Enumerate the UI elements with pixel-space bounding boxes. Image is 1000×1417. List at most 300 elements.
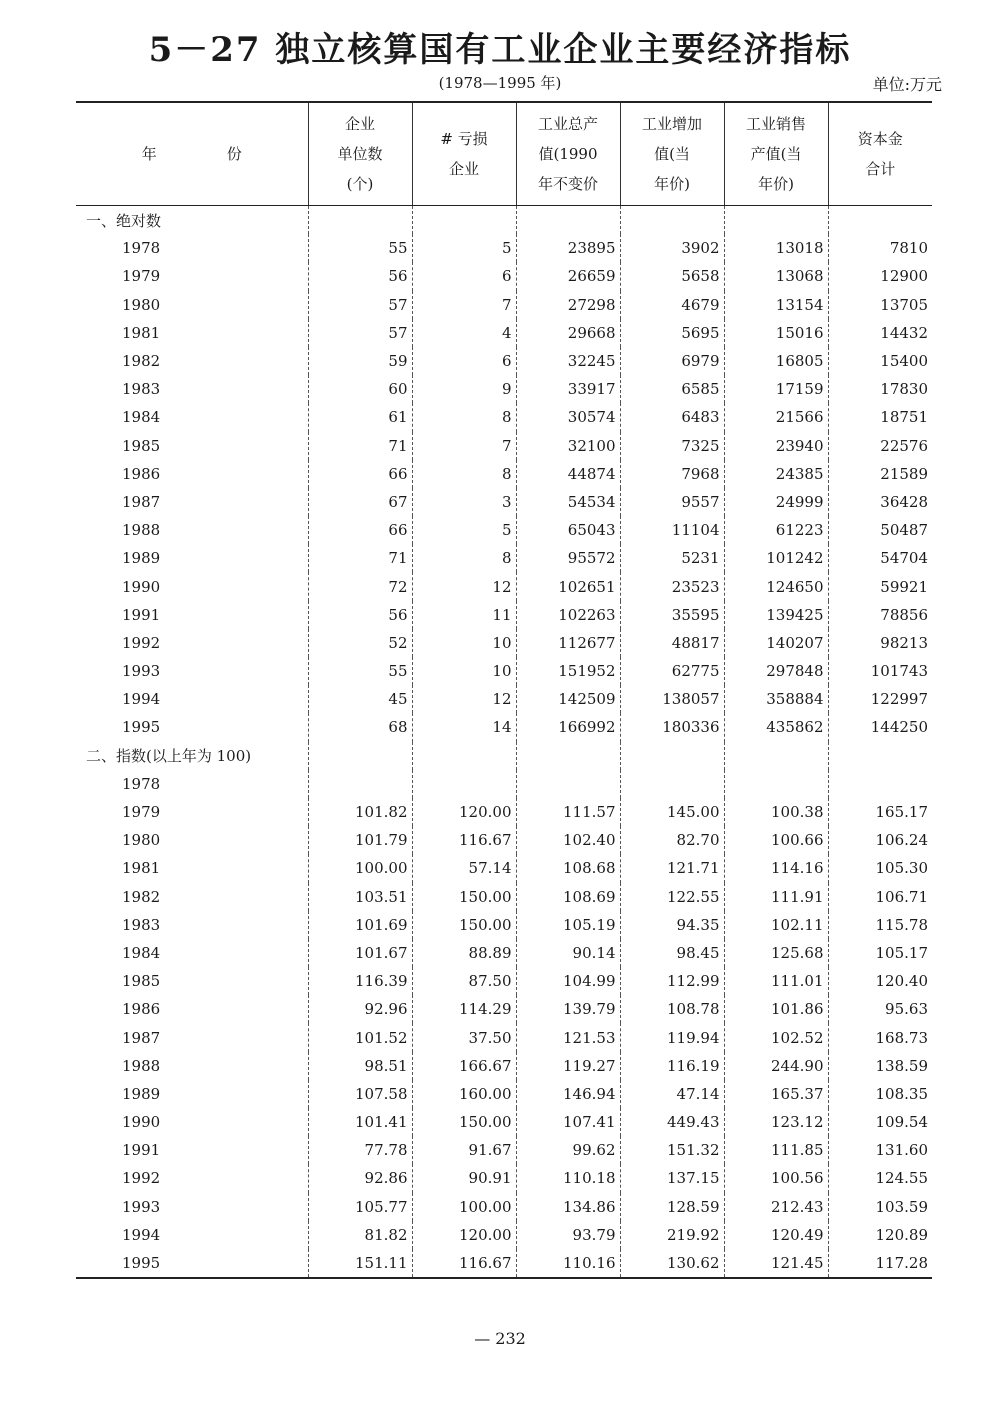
- empty-cell: [412, 742, 516, 770]
- value-cell: 8: [412, 460, 516, 488]
- year-cell: 1987: [122, 1028, 161, 1047]
- year-range-subtitle: (1978—1995 年): [438, 74, 562, 92]
- section-heading: 一、绝对数: [86, 211, 162, 230]
- table-row: [76, 629, 932, 657]
- year-cell: 1993: [122, 1197, 161, 1216]
- value-cell: 101.52: [308, 1023, 412, 1051]
- value-cell: 6585: [620, 375, 724, 403]
- empty-cell: [620, 206, 724, 235]
- year-cell: 1989: [122, 549, 161, 568]
- value-cell: 111.85: [724, 1136, 828, 1164]
- value-cell: 150.00: [412, 883, 516, 911]
- value-cell: 10: [412, 629, 516, 657]
- table-row: [76, 685, 932, 713]
- value-cell: 90.91: [412, 1164, 516, 1192]
- value-cell: 130.62: [620, 1249, 724, 1278]
- empty-cell: [308, 742, 412, 770]
- value-cell: 116.67: [412, 1249, 516, 1278]
- value-cell: 107.41: [516, 1108, 620, 1136]
- table-row: [76, 770, 932, 798]
- value-cell: 9: [412, 375, 516, 403]
- year-cell: 1993: [122, 662, 161, 681]
- value-cell: 22576: [828, 432, 932, 460]
- value-cell: 12: [412, 685, 516, 713]
- header-sales-value: 工业销售 产值(当 年价): [724, 102, 828, 206]
- table-row: [76, 911, 932, 939]
- year-cell: 1979: [122, 803, 161, 822]
- value-cell: 91.67: [412, 1136, 516, 1164]
- value-cell: 101.79: [308, 826, 412, 854]
- value-cell: 116.67: [412, 826, 516, 854]
- value-cell: 17159: [724, 375, 828, 403]
- year-cell: 1989: [122, 1084, 161, 1103]
- value-cell: 150.00: [412, 911, 516, 939]
- section-heading-row: [76, 742, 932, 770]
- empty-cell: [828, 742, 932, 770]
- value-cell: 71: [308, 544, 412, 572]
- value-cell: 50487: [828, 516, 932, 544]
- table-row: [76, 1249, 932, 1278]
- table-row: [76, 1136, 932, 1164]
- value-cell: 146.94: [516, 1080, 620, 1108]
- value-cell: 3902: [620, 234, 724, 262]
- value-cell: 6483: [620, 403, 724, 431]
- value-cell: 57: [308, 291, 412, 319]
- empty-cell: [516, 742, 620, 770]
- year-cell: 1978: [122, 239, 161, 258]
- year-cell: 1995: [76, 1249, 308, 1278]
- value-cell: 144250: [828, 713, 932, 741]
- year-cell: 1986: [122, 464, 161, 483]
- value-cell: 13705: [828, 291, 932, 319]
- header-year: 年 份: [76, 102, 308, 206]
- value-cell: 12900: [828, 262, 932, 290]
- value-cell: 24999: [724, 488, 828, 516]
- value-cell: 95.63: [828, 995, 932, 1023]
- value-cell: 101.41: [308, 1108, 412, 1136]
- value-cell: 24385: [724, 460, 828, 488]
- value-cell: 11: [412, 601, 516, 629]
- value-cell: 100.38: [724, 798, 828, 826]
- value-cell: 120.00: [412, 798, 516, 826]
- value-cell: 114.29: [412, 995, 516, 1023]
- year-cell: 1990: [122, 1113, 161, 1132]
- value-cell: 137.15: [620, 1164, 724, 1192]
- year-cell: 1983: [122, 915, 161, 934]
- value-cell: 65043: [516, 516, 620, 544]
- year-cell: 1988: [122, 1056, 161, 1075]
- value-cell: 59: [308, 347, 412, 375]
- value-cell: 138.59: [828, 1052, 932, 1080]
- year-cell: 1985: [122, 972, 161, 991]
- value-cell: 7325: [620, 432, 724, 460]
- value-cell: 88.89: [412, 939, 516, 967]
- value-cell: 102.52: [724, 1023, 828, 1051]
- value-cell: 33917: [516, 375, 620, 403]
- table-row: [76, 488, 932, 516]
- value-cell: 100.00: [308, 854, 412, 882]
- empty-cell: [724, 742, 828, 770]
- value-cell: 120.89: [828, 1221, 932, 1249]
- value-cell: 101.82: [308, 798, 412, 826]
- value-cell: 102.11: [724, 911, 828, 939]
- table-row: [76, 798, 932, 826]
- value-cell: 100.66: [724, 826, 828, 854]
- table-row: [76, 601, 932, 629]
- year-cell: 1980: [122, 831, 161, 850]
- value-cell: 23940: [724, 432, 828, 460]
- table-row: [76, 939, 932, 967]
- section-heading-row: [76, 206, 932, 235]
- value-cell: 116.19: [620, 1052, 724, 1080]
- value-cell: 106.24: [828, 826, 932, 854]
- value-cell: 92.96: [308, 995, 412, 1023]
- value-cell: 105.17: [828, 939, 932, 967]
- value-cell: 13018: [724, 234, 828, 262]
- table-row: [76, 375, 932, 403]
- value-cell: 121.53: [516, 1023, 620, 1051]
- table-row: [76, 1023, 932, 1051]
- year-cell: 1991: [122, 1141, 161, 1160]
- table-row: [76, 403, 932, 431]
- value-cell: 23895: [516, 234, 620, 262]
- value-cell: 78856: [828, 601, 932, 629]
- empty-cell: [724, 206, 828, 235]
- year-cell: 1986: [122, 1000, 161, 1019]
- value-cell: 13154: [724, 291, 828, 319]
- value-cell: 104.99: [516, 967, 620, 995]
- value-cell: 122.55: [620, 883, 724, 911]
- value-cell: 18751: [828, 403, 932, 431]
- year-cell: 1982: [122, 352, 161, 371]
- table-header-row: [76, 102, 932, 206]
- value-cell: 101.67: [308, 939, 412, 967]
- value-cell: 29668: [516, 319, 620, 347]
- value-cell: 151.11: [308, 1249, 412, 1278]
- value-cell: 57: [308, 319, 412, 347]
- value-cell: 114.16: [724, 854, 828, 882]
- value-cell: 109.54: [828, 1108, 932, 1136]
- section-heading: 二、指数(以上年为 100): [86, 747, 252, 766]
- year-cell: 1979: [122, 267, 161, 286]
- value-cell: 44874: [516, 460, 620, 488]
- value-cell: 10: [412, 657, 516, 685]
- value-cell: 168.73: [828, 1023, 932, 1051]
- value-cell: 12: [412, 572, 516, 600]
- value-cell: 112.99: [620, 967, 724, 995]
- value-cell: 54534: [516, 488, 620, 516]
- table-row: [76, 432, 932, 460]
- value-cell: 77.78: [308, 1136, 412, 1164]
- empty-cell: [412, 206, 516, 235]
- value-cell: 30574: [516, 403, 620, 431]
- value-cell: 61223: [724, 516, 828, 544]
- value-cell: 102651: [516, 572, 620, 600]
- value-cell: 103.59: [828, 1193, 932, 1221]
- value-cell: 15400: [828, 347, 932, 375]
- value-cell: 449.43: [620, 1108, 724, 1136]
- year-cell: 1981: [122, 323, 161, 342]
- year-cell: 1981: [122, 859, 161, 878]
- table-row: [76, 1164, 932, 1192]
- value-cell: 120.00: [412, 1221, 516, 1249]
- year-cell: 1994: [122, 1225, 161, 1244]
- value-cell: 72: [308, 572, 412, 600]
- value-cell: 180336: [620, 713, 724, 741]
- value-cell: 7: [412, 432, 516, 460]
- value-cell: [516, 770, 620, 798]
- value-cell: 5: [412, 234, 516, 262]
- value-cell: 124.55: [828, 1164, 932, 1192]
- year-cell: 1985: [122, 436, 161, 455]
- value-cell: 98.45: [620, 939, 724, 967]
- value-cell: 122997: [828, 685, 932, 713]
- value-cell: 90.14: [516, 939, 620, 967]
- value-cell: 124650: [724, 572, 828, 600]
- value-cell: 101743: [828, 657, 932, 685]
- value-cell: 8: [412, 544, 516, 572]
- table-row: [76, 234, 932, 262]
- value-cell: 112677: [516, 629, 620, 657]
- value-cell: 15016: [724, 319, 828, 347]
- year-cell: 1988: [122, 521, 161, 540]
- year-cell: 1982: [122, 887, 161, 906]
- value-cell: 94.35: [620, 911, 724, 939]
- value-cell: 37.50: [412, 1023, 516, 1051]
- value-cell: 16805: [724, 347, 828, 375]
- value-cell: 101.69: [308, 911, 412, 939]
- value-cell: 3: [412, 488, 516, 516]
- value-cell: 54704: [828, 544, 932, 572]
- value-cell: 98.51: [308, 1052, 412, 1080]
- value-cell: 435862: [724, 713, 828, 741]
- value-cell: 52: [308, 629, 412, 657]
- year-cell: 1990: [122, 577, 161, 596]
- header-loss-enterprises: # 亏损 企业: [412, 102, 516, 206]
- value-cell: 5231: [620, 544, 724, 572]
- header-capital-total: 资本金 合计: [828, 102, 932, 206]
- value-cell: 4: [412, 319, 516, 347]
- value-cell: 165.17: [828, 798, 932, 826]
- value-cell: 7: [412, 291, 516, 319]
- value-cell: 57.14: [412, 854, 516, 882]
- table-row: [76, 967, 932, 995]
- value-cell: 62775: [620, 657, 724, 685]
- value-cell: 93.79: [516, 1221, 620, 1249]
- value-cell: 165.37: [724, 1080, 828, 1108]
- value-cell: 138057: [620, 685, 724, 713]
- table-row: [76, 1052, 932, 1080]
- value-cell: 32100: [516, 432, 620, 460]
- value-cell: 117.28: [828, 1249, 932, 1278]
- value-cell: 110.18: [516, 1164, 620, 1192]
- value-cell: 108.68: [516, 854, 620, 882]
- value-cell: 111.57: [516, 798, 620, 826]
- value-cell: 5: [412, 516, 516, 544]
- value-cell: 7968: [620, 460, 724, 488]
- value-cell: 87.50: [412, 967, 516, 995]
- value-cell: 120.49: [724, 1221, 828, 1249]
- header-gross-output: 工业总产 值(1990 年不变价: [516, 102, 620, 206]
- value-cell: 166.67: [412, 1052, 516, 1080]
- value-cell: 5658: [620, 262, 724, 290]
- empty-cell: [308, 206, 412, 235]
- value-cell: 134.86: [516, 1193, 620, 1221]
- year-cell: 1978: [122, 774, 161, 793]
- value-cell: 128.59: [620, 1193, 724, 1221]
- table-row: [76, 572, 932, 600]
- value-cell: 17830: [828, 375, 932, 403]
- table-row: [76, 657, 932, 685]
- value-cell: 48817: [620, 629, 724, 657]
- value-cell: 105.19: [516, 911, 620, 939]
- value-cell: 60: [308, 375, 412, 403]
- value-cell: 102.40: [516, 826, 620, 854]
- value-cell: 121.71: [620, 854, 724, 882]
- empty-cell: [828, 206, 932, 235]
- header-enterprise-units: 企业 单位数 (个): [308, 102, 412, 206]
- year-cell: 1980: [122, 295, 161, 314]
- value-cell: 219.92: [620, 1221, 724, 1249]
- statistics-table: [76, 101, 932, 1279]
- value-cell: 142509: [516, 685, 620, 713]
- value-cell: 8: [412, 403, 516, 431]
- value-cell: 103.51: [308, 883, 412, 911]
- table-row: [76, 516, 932, 544]
- year-cell: 1992: [122, 633, 161, 652]
- value-cell: 56: [308, 262, 412, 290]
- empty-cell: [620, 742, 724, 770]
- value-cell: 98213: [828, 629, 932, 657]
- value-cell: 71: [308, 432, 412, 460]
- page-number: — 232: [474, 1329, 526, 1348]
- value-cell: 150.00: [412, 1108, 516, 1136]
- value-cell: 244.90: [724, 1052, 828, 1080]
- value-cell: 131.60: [828, 1136, 932, 1164]
- value-cell: 102263: [516, 601, 620, 629]
- value-cell: 14432: [828, 319, 932, 347]
- value-cell: 121.45: [724, 1249, 828, 1278]
- table-row: [76, 544, 932, 572]
- table-row: [76, 319, 932, 347]
- table-row: [76, 1193, 932, 1221]
- value-cell: 166992: [516, 713, 620, 741]
- value-cell: 151.32: [620, 1136, 724, 1164]
- table-row: [76, 995, 932, 1023]
- value-cell: 107.58: [308, 1080, 412, 1108]
- value-cell: 55: [308, 657, 412, 685]
- value-cell: 23523: [620, 572, 724, 600]
- table-row: [76, 826, 932, 854]
- table-row: [76, 347, 932, 375]
- table-row: [76, 1221, 932, 1249]
- value-cell: 145.00: [620, 798, 724, 826]
- value-cell: 358884: [724, 685, 828, 713]
- value-cell: 100.56: [724, 1164, 828, 1192]
- year-cell: 1987: [122, 492, 161, 511]
- table-row: [76, 291, 932, 319]
- value-cell: [308, 770, 412, 798]
- value-cell: 55: [308, 234, 412, 262]
- value-cell: 92.86: [308, 1164, 412, 1192]
- value-cell: 101242: [724, 544, 828, 572]
- value-cell: 67: [308, 488, 412, 516]
- value-cell: 100.00: [412, 1193, 516, 1221]
- table-row: [76, 883, 932, 911]
- year-cell: 1991: [122, 605, 161, 624]
- value-cell: 110.16: [516, 1249, 620, 1278]
- value-cell: [724, 770, 828, 798]
- value-cell: 47.14: [620, 1080, 724, 1108]
- value-cell: 9557: [620, 488, 724, 516]
- value-cell: [828, 770, 932, 798]
- table-row: [76, 1080, 932, 1108]
- value-cell: 82.70: [620, 826, 724, 854]
- table-row: [76, 854, 932, 882]
- value-cell: 6979: [620, 347, 724, 375]
- value-cell: 160.00: [412, 1080, 516, 1108]
- value-cell: 101.86: [724, 995, 828, 1023]
- value-cell: 116.39: [308, 967, 412, 995]
- value-cell: 68: [308, 713, 412, 741]
- value-cell: 105.30: [828, 854, 932, 882]
- value-cell: 111.01: [724, 967, 828, 995]
- value-cell: 123.12: [724, 1108, 828, 1136]
- value-cell: 108.35: [828, 1080, 932, 1108]
- value-cell: 7810: [828, 234, 932, 262]
- value-cell: 26659: [516, 262, 620, 290]
- value-cell: 119.94: [620, 1023, 724, 1051]
- value-cell: [620, 770, 724, 798]
- value-cell: 11104: [620, 516, 724, 544]
- value-cell: 151952: [516, 657, 620, 685]
- value-cell: 21566: [724, 403, 828, 431]
- value-cell: 32245: [516, 347, 620, 375]
- table-row: [76, 713, 932, 741]
- value-cell: 95572: [516, 544, 620, 572]
- value-cell: 4679: [620, 291, 724, 319]
- value-cell: 297848: [724, 657, 828, 685]
- value-cell: 59921: [828, 572, 932, 600]
- value-cell: 35595: [620, 601, 724, 629]
- header-value-added: 工业增加 值(当 年价): [620, 102, 724, 206]
- value-cell: 21589: [828, 460, 932, 488]
- value-cell: 61: [308, 403, 412, 431]
- year-cell: 1984: [122, 408, 161, 427]
- value-cell: 119.27: [516, 1052, 620, 1080]
- value-cell: 66: [308, 516, 412, 544]
- value-cell: 120.40: [828, 967, 932, 995]
- year-cell: 1992: [122, 1169, 161, 1188]
- table-row: [76, 1108, 932, 1136]
- value-cell: 5695: [620, 319, 724, 347]
- value-cell: 6: [412, 347, 516, 375]
- value-cell: 139.79: [516, 995, 620, 1023]
- value-cell: 108.69: [516, 883, 620, 911]
- year-cell: 1984: [122, 943, 161, 962]
- table-body: [76, 206, 932, 1279]
- value-cell: 111.91: [724, 883, 828, 911]
- value-cell: 106.71: [828, 883, 932, 911]
- value-cell: 36428: [828, 488, 932, 516]
- value-cell: 105.77: [308, 1193, 412, 1221]
- empty-cell: [516, 206, 620, 235]
- value-cell: 56: [308, 601, 412, 629]
- page-title: 5－27 独立核算国有工业企业主要经济指标: [148, 30, 852, 70]
- value-cell: 108.78: [620, 995, 724, 1023]
- value-cell: 139425: [724, 601, 828, 629]
- value-cell: 115.78: [828, 911, 932, 939]
